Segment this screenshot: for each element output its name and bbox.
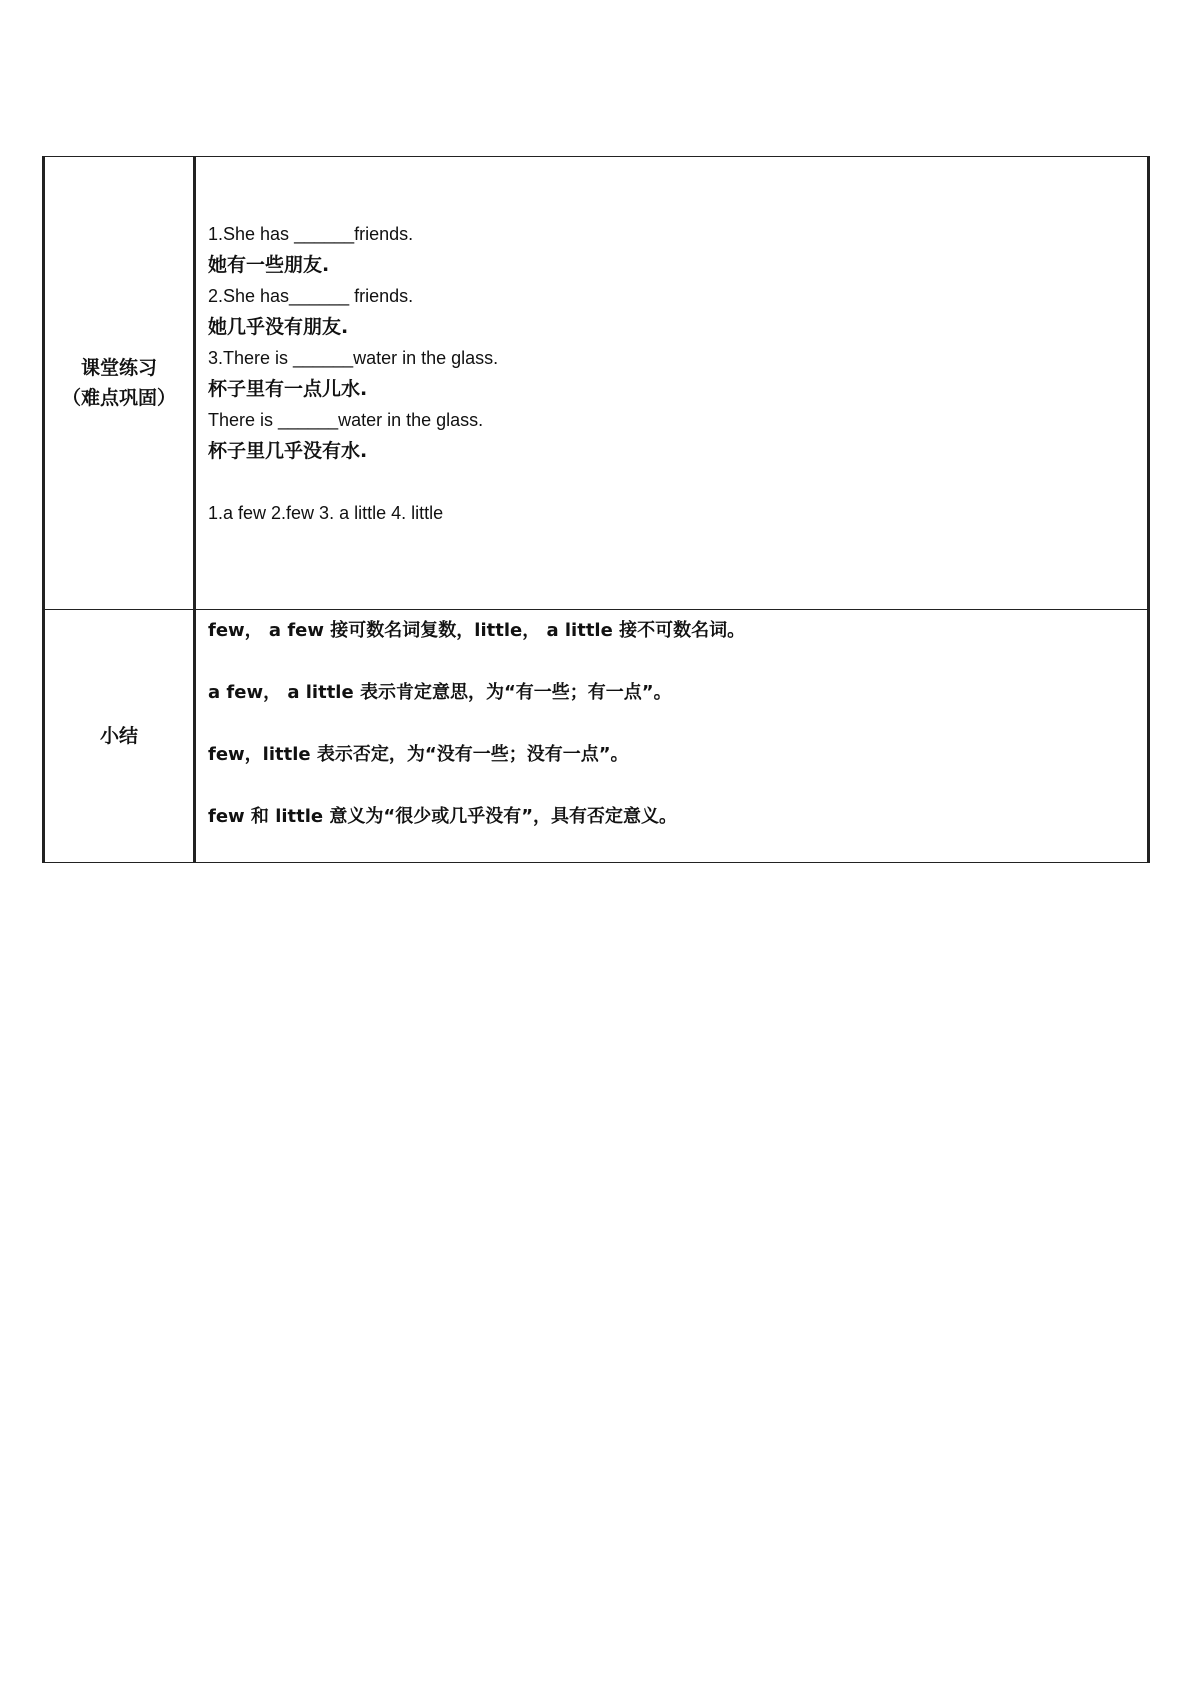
summary-line-2: a few， a little 表示肯定意思，为“有一些；有一点”。 xyxy=(208,682,672,703)
practice-label-cell xyxy=(44,157,195,610)
spacer xyxy=(208,467,1147,498)
summary-line-1: few， a few 接可数名词复数，little， a little 接不可数名词。 xyxy=(208,620,746,641)
exercise-3-question: 3.There is ______water in the glass. xyxy=(208,348,499,368)
summary-line-3: few，little 表示否定，为“没有一些；没有一点”。 xyxy=(208,744,629,765)
summary-content-cell xyxy=(195,610,1149,863)
summary-label: 小结 xyxy=(99,725,138,747)
practice-row xyxy=(44,157,1149,610)
exercise-2-translation: 她几乎没有朋友. xyxy=(208,316,349,338)
exercise-3-translation: 杯子里有一点儿水. xyxy=(208,378,368,400)
exercise-1-question: 1.She has ______friends. xyxy=(208,224,414,244)
answer-key: 1.a few 2.few 3. a little 4. little xyxy=(208,503,444,523)
exercise-4-question: There is ______water in the glass. xyxy=(208,410,484,430)
summary-line-4: few 和 little 意义为“很少或几乎没有”，具有否定意义。 xyxy=(208,806,678,827)
exercise-1-translation: 她有一些朋友. xyxy=(208,254,330,276)
practice-content-cell xyxy=(195,157,1149,610)
exercise-4-translation: 杯子里几乎没有水. xyxy=(208,440,368,462)
lesson-table xyxy=(42,156,1150,863)
practice-body xyxy=(196,157,1147,529)
practice-label-subtitle: （难点巩固） xyxy=(61,387,176,409)
summary-row xyxy=(44,610,1149,863)
summary-body xyxy=(196,610,1147,842)
summary-label-cell xyxy=(44,610,195,863)
practice-label-title: 课堂练习 xyxy=(80,357,157,379)
exercise-2-question: 2.She has______ friends. xyxy=(208,286,414,306)
